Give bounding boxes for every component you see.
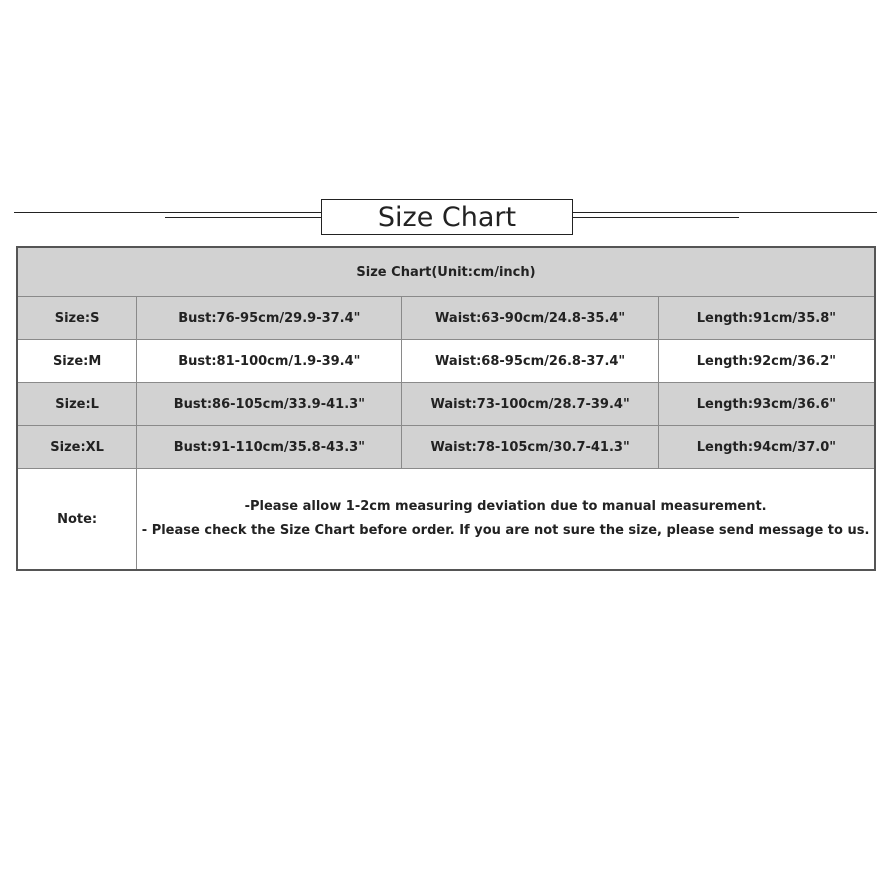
title-rule-left-inner [165,217,321,218]
note-content [137,469,875,571]
bust-cell: Bust:91-110cm/35.8-43.3" [137,426,402,469]
table-row [17,426,875,469]
size-cell: Size:M [17,340,137,383]
note-label: Note: [17,469,137,571]
size-cell: Size:L [17,383,137,426]
length-cell: Length:93cm/36.6" [658,383,875,426]
waist-cell: Waist:73-100cm/28.7-39.4" [402,383,658,426]
length-cell: Length:94cm/37.0" [658,426,875,469]
length-cell: Length:91cm/35.8" [658,297,875,340]
title-banner [0,195,891,240]
note-line: - Please check the Size Chart before order. If you are not sure the size, please send message to us. [141,523,870,538]
bust-cell: Bust:86-105cm/33.9-41.3" [137,383,402,426]
table-header-row [17,247,875,297]
table-row [17,383,875,426]
size-chart-table [16,246,876,571]
waist-cell: Waist:78-105cm/30.7-41.3" [402,426,658,469]
bust-cell: Bust:76-95cm/29.9-37.4" [137,297,402,340]
bust-cell: Bust:81-100cm/1.9-39.4" [137,340,402,383]
table-row [17,340,875,383]
size-cell: Size:XL [17,426,137,469]
waist-cell: Waist:63-90cm/24.8-35.4" [402,297,658,340]
title-rule-right-outer [571,212,877,213]
page-title: Size Chart [321,199,573,235]
table-row [17,297,875,340]
note-row [17,469,875,571]
note-line: -Please allow 1-2cm measuring deviation due to manual measurement. [244,499,767,514]
waist-cell: Waist:68-95cm/26.8-37.4" [402,340,658,383]
length-cell: Length:92cm/36.2" [658,340,875,383]
title-rule-left-outer [14,212,321,213]
table-header: Size Chart(Unit:cm/inch) [17,247,875,297]
title-rule-right-inner [571,217,739,218]
size-cell: Size:S [17,297,137,340]
